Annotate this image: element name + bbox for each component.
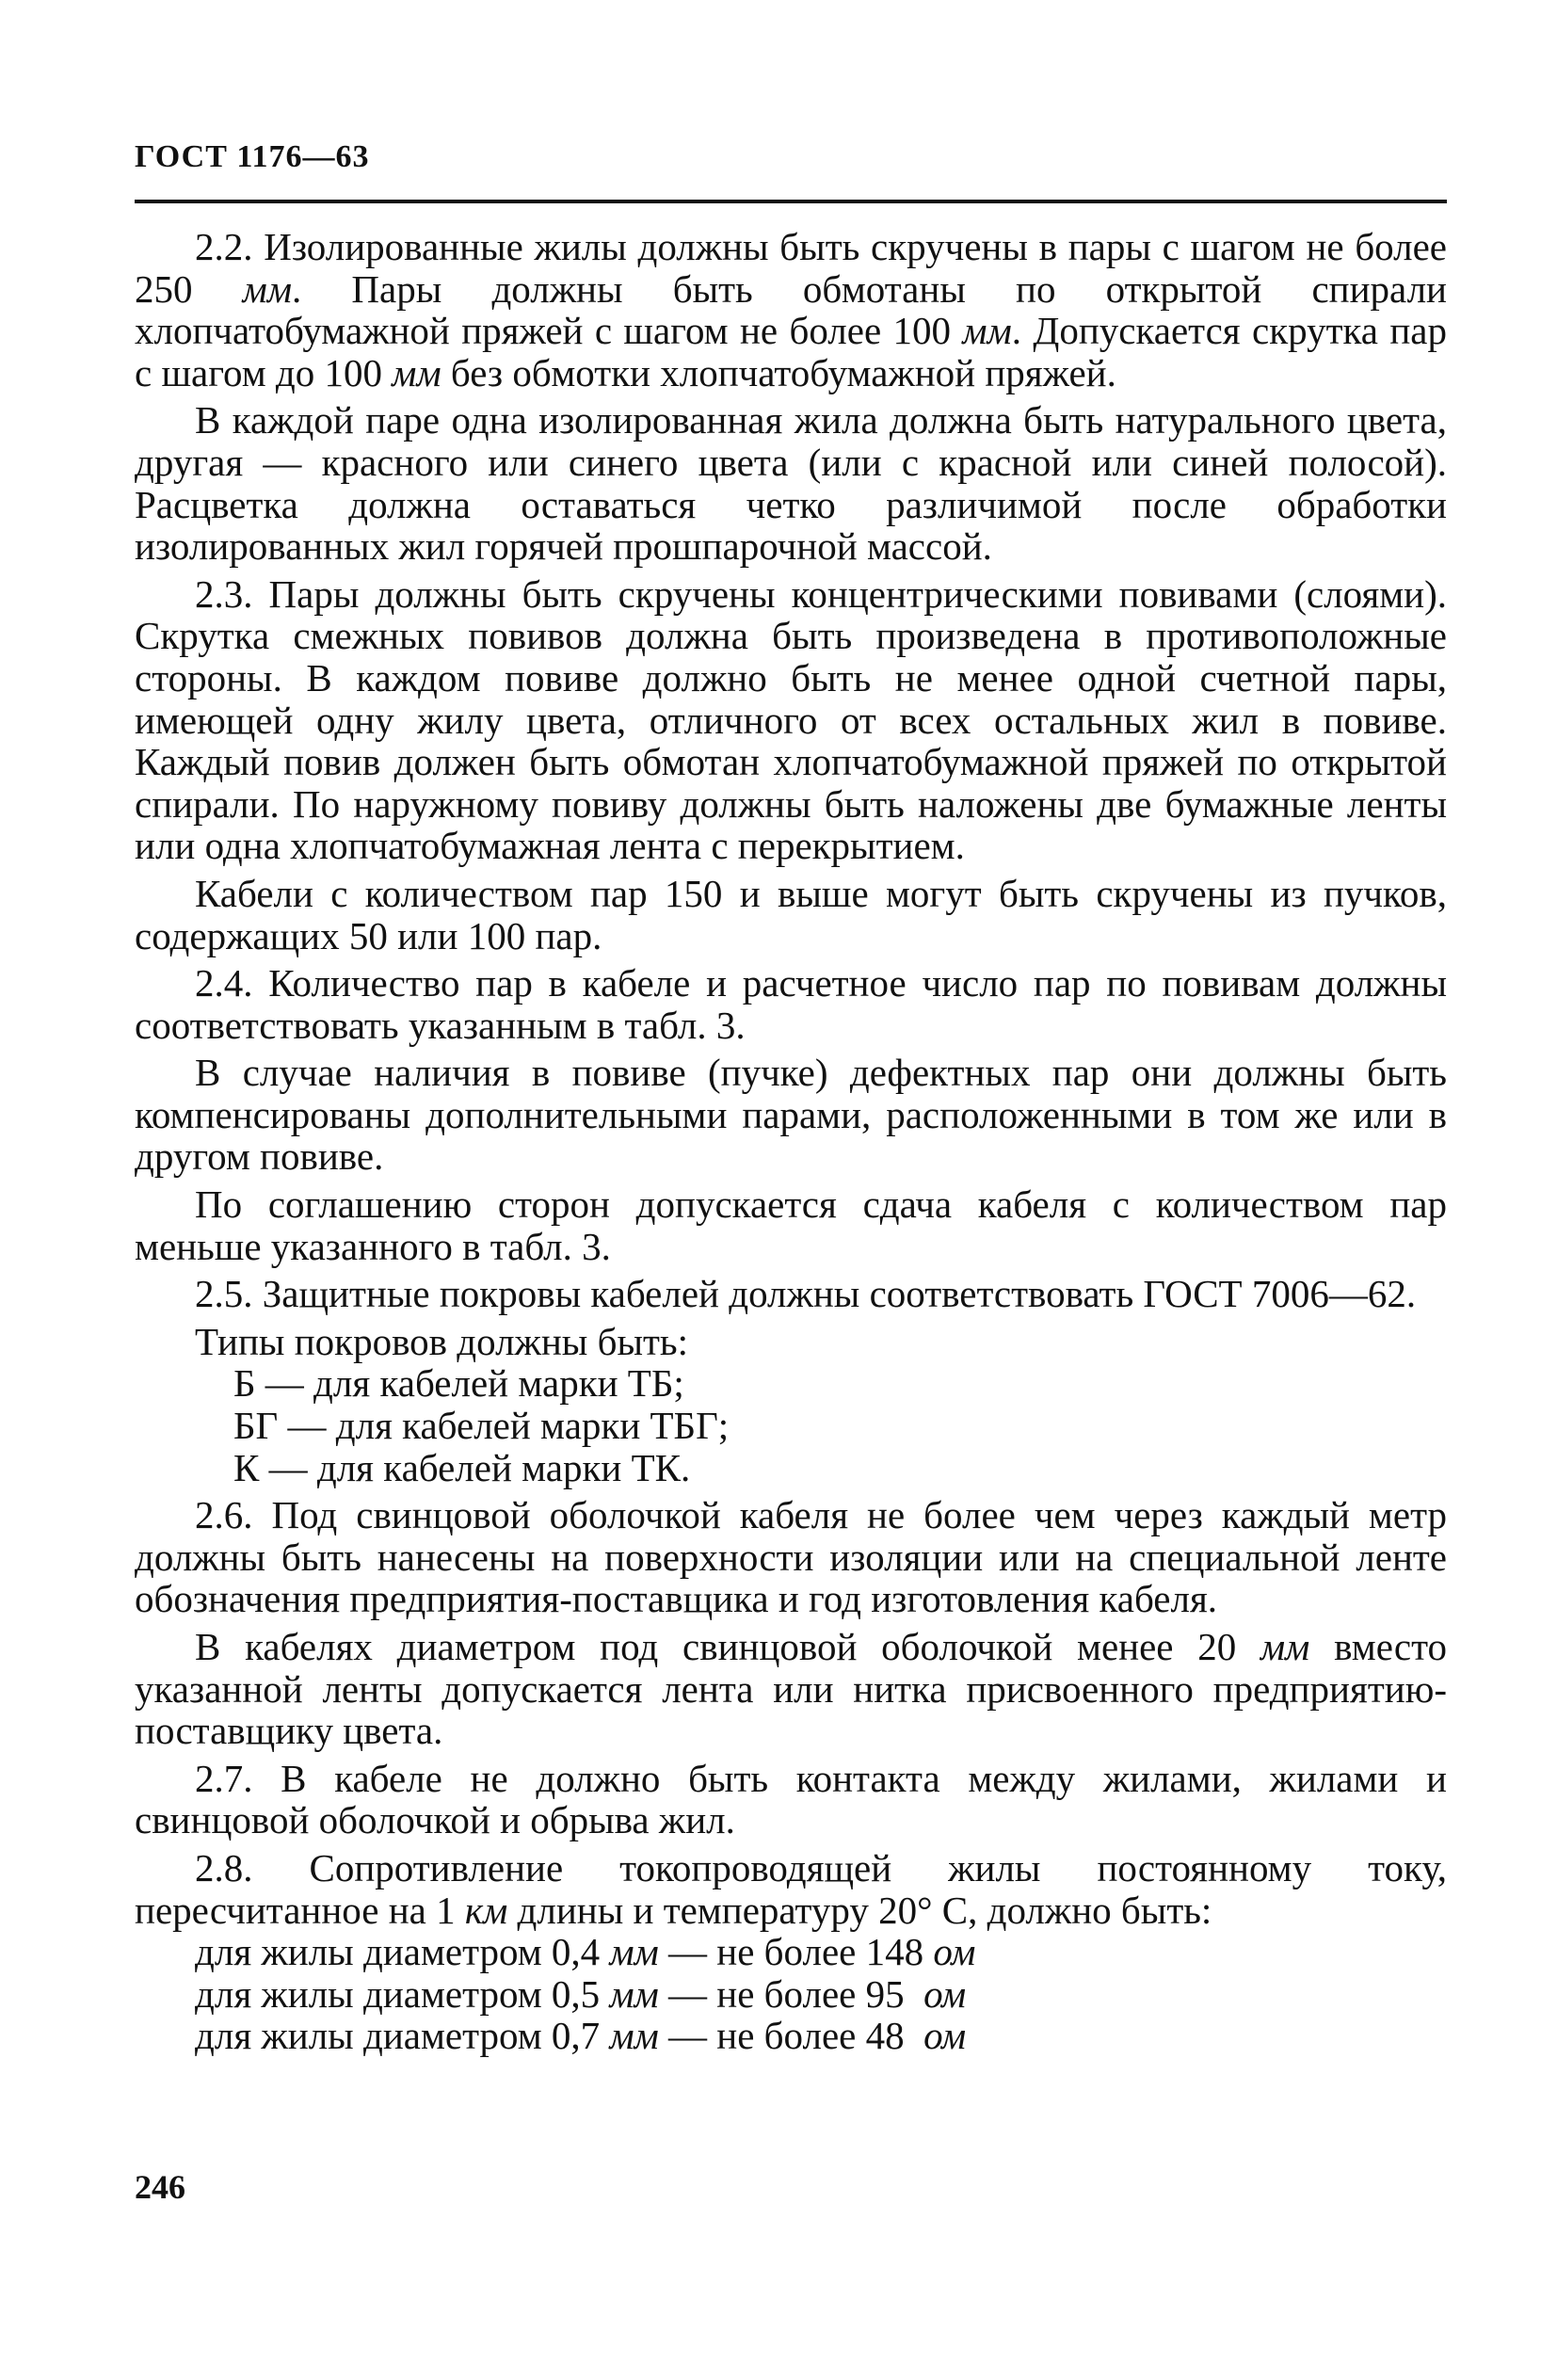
paragraph-defective-pairs: В случае наличия в повиве (пучке) дефектных пар они должны быть компенсированы дополнительными парами, расположенными в том же или в другом повиве. [135, 1051, 1447, 1179]
paragraph-2-5: 2.5. Защитные покровы кабелей должны соответствовать ГОСТ 7006—62. [195, 1272, 1417, 1316]
paragraph-2-6: 2.6. Под свинцовой оболочкой кабеля не более чем через каждый метр должны быть нанесены на поверхности изоляции или на специальной ленте обозначения предприятия-поставщика и год изготовления кабеля. [135, 1493, 1447, 1621]
paragraph-colors: В каждой паре одна изолированная жила должна быть натурального цвета, другая — красного или синего цвета (или с красной или синей полосой). Расцветка должна оставаться четко различимой после обработки изолированных жил горячей прошпарочной массой. [135, 398, 1447, 569]
cover-type-line: БГ — для кабелей марки ТБГ; [233, 1404, 730, 1448]
cover-type-line: К — для кабелей марки ТК. [233, 1445, 691, 1489]
unit-mm: мм [242, 266, 293, 311]
unit-mm: мм [392, 350, 441, 394]
paragraph-2-3: 2.3. Пары должны быть скручены концентрическими повивами (слоями). Скрутка смежных повивов должна быть произведена в противоположные стороны. В каждом повиве должно быть не менее одной счетной пары, имеющей одну жилу цвета, отличного от всех остальных жил в повиве. Каждый повив должен быть обмотан хлопчатобумажной пряжей по открытой спирали. По наружному повиву должны быть наложены две бумажные ленты или одна хлопчатобумажная лента с перекрытием. [135, 571, 1447, 868]
unit-mm: мм [962, 309, 1012, 353]
running-title: ГОСТ 1176—63 [135, 139, 370, 174]
header-rule [135, 200, 1447, 203]
page-number: 246 [135, 2168, 185, 2206]
paragraph-2-2: 2.2. Изолированные жилы должны быть скручены в пары с шагом не более 250 мм. Пары должны быть обмотаны по открытой спирали хлопчатобумажной пряжей с шагом не более 100 мм. Допускается скрутка пар с шагом до 100 мм без обмотки хлопчатобумажной пряжей. [135, 225, 1448, 394]
paragraph-diameter: В кабелях диаметром под свинцовой оболочкой менее 20 мм вместо указанной ленты допускается лента или нитка присвоенного предприятию-поставщику цвета. [135, 1625, 1447, 1753]
cover-type-line: Б — для кабелей марки ТБ; [233, 1361, 684, 1406]
unit-km: км [464, 1888, 508, 1932]
paragraph-types-intro: Типы покровов должны быть: [195, 1319, 689, 1363]
paragraph-2-4: 2.4. Количество пар в кабеле и расчетное число пар по повивам должны соответствовать указанным в табл. 3. [135, 961, 1447, 1047]
paragraph-2-8: 2.8. Сопротивление токопроводящей жилы постоянному току, пересчитанное на 1 км длины и температуру 20° С, должно быть: [135, 1845, 1447, 1932]
body-text [135, 226, 1447, 2057]
paragraph-2-7: 2.7. В кабеле не должно быть контакта между жилами, жилами и свинцовой оболочкой и обрыва жил. [135, 1756, 1447, 1842]
resistance-line: для жилы диаметром 0,4 мм — не более 148 ом [195, 1930, 976, 1974]
resistance-line: для жилы диаметром 0,7 мм — не более 48 ом [195, 2014, 967, 2058]
resistance-line: для жилы диаметром 0,5 мм — не более 95 ом [195, 1971, 967, 2016]
paragraph-agreement: По соглашению сторон допускается сдача кабеля с количеством пар меньше указанного в табл. 3. [135, 1182, 1447, 1268]
paragraph-bundles: Кабели с количеством пар 150 и выше могут быть скручены из пучков, содержащих 50 или 100 пар. [135, 871, 1447, 957]
unit-mm: мм [1260, 1625, 1310, 1668]
